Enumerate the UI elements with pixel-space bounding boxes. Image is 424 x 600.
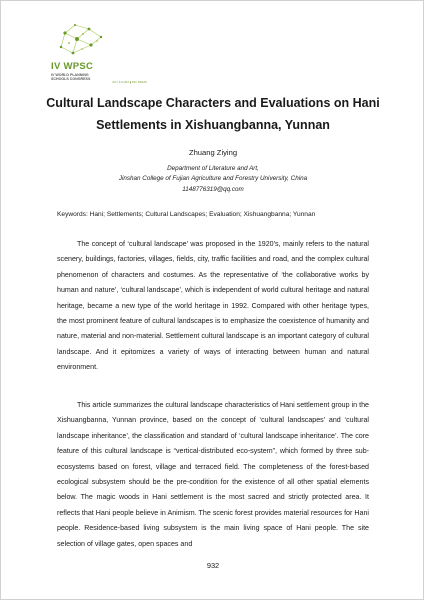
paper-title: Cultural Landscape Characters and Evaluations on Hani Settlements in Xishuangbanna, Yunnan <box>46 96 380 132</box>
keywords-line: Keywords: Hani; Settlements; Cultural Landscapes; Evaluation; Xishuangbanna; Yunnan <box>57 211 316 218</box>
author-affiliation <box>1 164 424 195</box>
affiliation-institution: Jinshan College of Fujian Agriculture and Forestry University, China <box>118 175 308 183</box>
logo-graphic-icon <box>51 23 111 59</box>
logo-tagline: JULY 4-8 2016 ▮ RIO, BRAZIL <box>112 81 148 84</box>
body-paragraph: This article summarizes the cultural landscape characteristics of Hani settlement group in the Xishuangbanna, Yunnan province, based on the concept of ‘cultural landscapes’ and ‘cultural landscape inheritance’, the classification and standard of ‘cultural landscape inheritance’. The core feature of this cultural landscape is “vertical-distributed eco-system”, which formed by three sub-ecosystems based on forest, village and terraced field. The completeness of the forest-based ecological subsystem should be the pre-condition for the existence of all other spatial elements below. The magic woods in Hani settlement is the most sacred and strictly protected area. It reflects that Hani people believe in Animism. The scenic forest provides material resources for Hani people. Residence-based living subsystem is the main living space of Hani people. The site selection of village gates, open spaces and <box>57 401 369 548</box>
body-paragraph: The concept of ‘cultural landscape’ was proposed in the 1920’s, mainly refers to the natural scenery, buildings, factories, villages, fields, city, traffic facilities and road, and the complex cultural phenomenon of characters and costumes. As the representative of ‘the collaborative works by human and nature’, ‘cultural landscape’, which is independent of world cultural heritage and natural heritage, became a new type of the world heritage in 1992. Compared with other heritage types, the most prominent feature of cultural landscapes is to emphasize the coexistence of humanity and nature, material and non-material. Settlement cultural landscape is an important category of cultural landscape. And it epitomizes a variety of ways of interacting between human and natural environment. <box>57 240 369 372</box>
page-number: 932 <box>206 561 220 570</box>
affiliation-department: Department of Literature and Art, <box>167 165 259 172</box>
congress-logo <box>51 23 171 83</box>
logo-title: IV WPSC <box>51 61 94 72</box>
logo-subtitle <box>51 73 90 82</box>
author-name: Zhuang Ziying <box>188 148 238 157</box>
logo-subtitle-line: IV WORLD PLANNING <box>51 73 89 77</box>
logo-subtitle-line: SCHOOLS CONGRESS <box>51 77 91 82</box>
author-email: 1148776319@qq.com <box>182 185 244 193</box>
